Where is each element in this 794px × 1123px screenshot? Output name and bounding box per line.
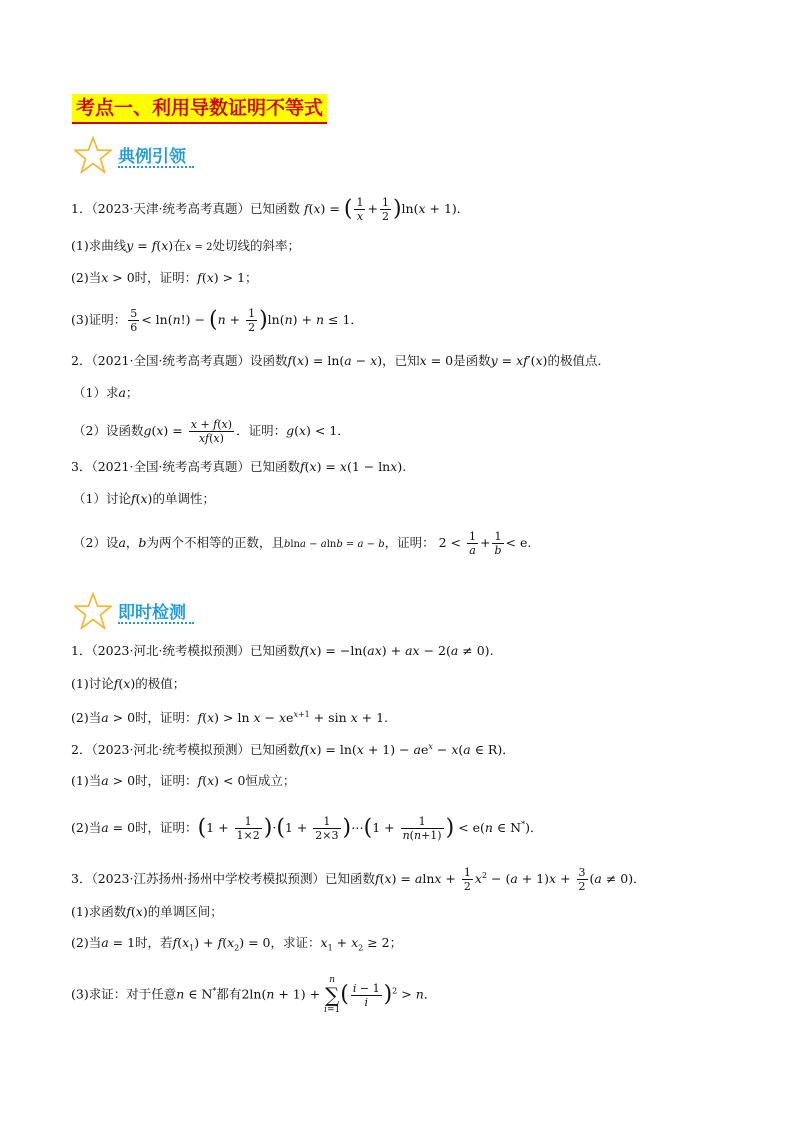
question-c2: 2．（2023·河北·统考模拟预测）已知函数$f(x) = \ln(x + 1) - ae^x - x(a$ ∈ R)． — [71, 742, 515, 758]
star-icon — [74, 592, 112, 630]
question-e2-part2: （2）设函数g(x) = $\frac{x + f(x)}{xf(x)}$ ．证明：g(x) < 1． — [73, 418, 350, 445]
section-underline — [118, 166, 194, 168]
question-c1-part2: (2)当a > 0时，证明：$f(x) > \ln x - xe^{x+1} + \sin x + 1$. — [71, 710, 389, 726]
question-e1-part1: (1)求曲线y = f(x)在x = 2处切线的斜率； — [71, 238, 300, 253]
question-e1: 1．（2023·天津·统考高考真题）已知函数 f(x) = ( $\frac{1}{x}$ + $\frac{1}{2}$ )ln(x + 1)． — [71, 196, 470, 223]
question-c3-part3: (3)求证：对于任意n ∈ N*都有2ln(n + 1) + n ∑ i=1( $\frac{i - 1}{i}$ )$^2$ > n． — [71, 975, 437, 1015]
question-c3-part2: (2)当a = 1时，若$f(x_1) + f(x_2) = 0$，求证：$x_1 + x_2 \ge 2$； — [71, 935, 403, 953]
question-c2-part1: (1)当a > 0时，证明：f(x) < 0恒成立； — [71, 773, 296, 788]
section-underline — [118, 622, 194, 624]
section-example-title: 典例引领 — [118, 147, 186, 167]
question-c1-part1: (1)讨论f(x)的极值； — [71, 676, 186, 691]
star-icon — [74, 136, 112, 174]
question-c1: 1．（2023·河北·统考模拟预测）已知函数f(x) = −ln(ax) + ax − 2(a ≠ 0). — [71, 643, 494, 658]
question-c3: 3．（2023·江苏扬州·扬州中学校考模拟预测）已知函数f(x) = alnx + $\frac{1}{2}$ $x^2 - (a + 1)x$ + $\frac{3}{2}$ (a ≠ 0)． — [71, 866, 646, 893]
question-e1-part2: (2)当x > 0时，证明：f(x) > 1； — [71, 270, 258, 285]
question-e3-part2: （2）设a，b为两个不相等的正数，且blna − alnb = a − b，证明： 2 < $\frac{1}{a}$ + $\frac{1}{b}$ < e. — [73, 530, 532, 557]
main-title: 考点一、利用导数证明不等式 — [72, 94, 327, 124]
question-e2-part1: （1）求a； — [73, 385, 139, 400]
question-c3-part1: (1)求函数f(x)的单调区间； — [71, 904, 223, 919]
question-e3-part1: （1）讨论f(x)的单调性； — [73, 491, 215, 506]
question-e2: 2．（2021·全国·统考高考真题）设函数f(x) = ln(a − x)，已知x = 0是函数y = xf′(x)的极值点． — [71, 353, 610, 368]
question-c2-part2: (2)当a = 0时，证明：(1 + $\frac{1}{1\times 2}$ )·(1 + $\frac{1}{2\times 3}$ )⋯(1 + $\frac{1}{n(n+1)}$ ) < e(n ∈ N*)． — [71, 815, 543, 842]
question-e1-part3: (3)证明： $\frac{5}{6}$ < ln(n!) − (n + $\frac{1}{2}$ )ln(n) + n ≤ 1． — [71, 307, 363, 334]
section-check-title: 即时检测 — [118, 603, 186, 623]
question-e3: 3．（2021·全国·统考高考真题）已知函数f(x) = x(1 − lnx). — [71, 459, 407, 474]
